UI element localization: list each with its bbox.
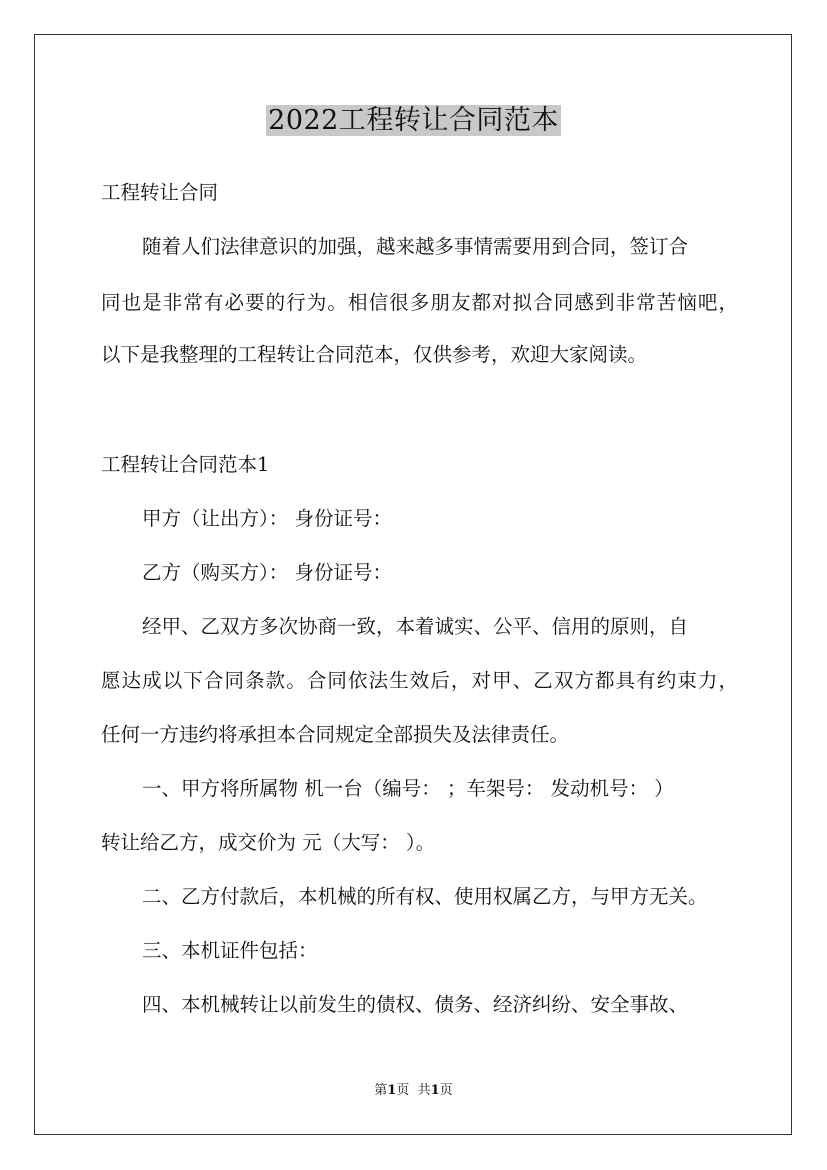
paragraph-line: 愿达成以下合同条款。合同依法生效后，对甲、乙双方都具有约束力， (101, 669, 738, 692)
footer-page-suffix: 页 (396, 1083, 410, 1098)
document-title (0, 100, 827, 142)
page-footer (0, 1082, 827, 1100)
footer-page-number: 1 (387, 1083, 397, 1098)
party-a-line: 甲方（让出方）： 身份证号： (142, 507, 392, 530)
section-heading: 工程转让合同范本1 (101, 453, 270, 476)
clause-line: 转让给乙方，成交价为 元（大写： ）。 (101, 831, 436, 854)
paragraph-line: 任何一方违约将承担本合同规定全部损失及法律责任。 (101, 723, 570, 746)
paragraph-line: 随着人们法律意识的加强，越来越多事情需要用到合同，签订合 (142, 235, 689, 258)
paragraph-line: 同也是非常有必要的行为。相信很多朋友都对拟合同感到非常苦恼吧， (101, 291, 738, 314)
footer-page-prefix: 第 (374, 1083, 388, 1098)
clause-line: 二、乙方付款后，本机械的所有权、使用权属乙方，与甲方无关。 (142, 885, 708, 908)
section-heading: 工程转让合同 (101, 181, 219, 204)
clause-line: 四、本机械转让以前发生的债权、债务、经济纠纷、安全事故、 (142, 993, 689, 1016)
paragraph-line: 经甲、乙双方多次协商一致，本着诚实、公平、信用的原则，自 (142, 615, 689, 638)
clause-line: 一、甲方将所属物 机一台（编号： ；车架号： 发动机号： ） (142, 777, 674, 800)
footer-total-number: 1 (430, 1083, 440, 1098)
paragraph-line: 以下是我整理的工程转让合同范本，仅供参考，欢迎大家阅读。 (101, 343, 648, 366)
clause-line: 三、本机证件包括： (142, 939, 318, 962)
footer-total-suffix: 页 (439, 1083, 453, 1098)
footer-total-prefix: 共 (417, 1083, 431, 1098)
document-title-text: 2022工程转让合同范本 (268, 105, 559, 136)
party-b-line: 乙方（购买方）： 身份证号： (142, 561, 392, 584)
